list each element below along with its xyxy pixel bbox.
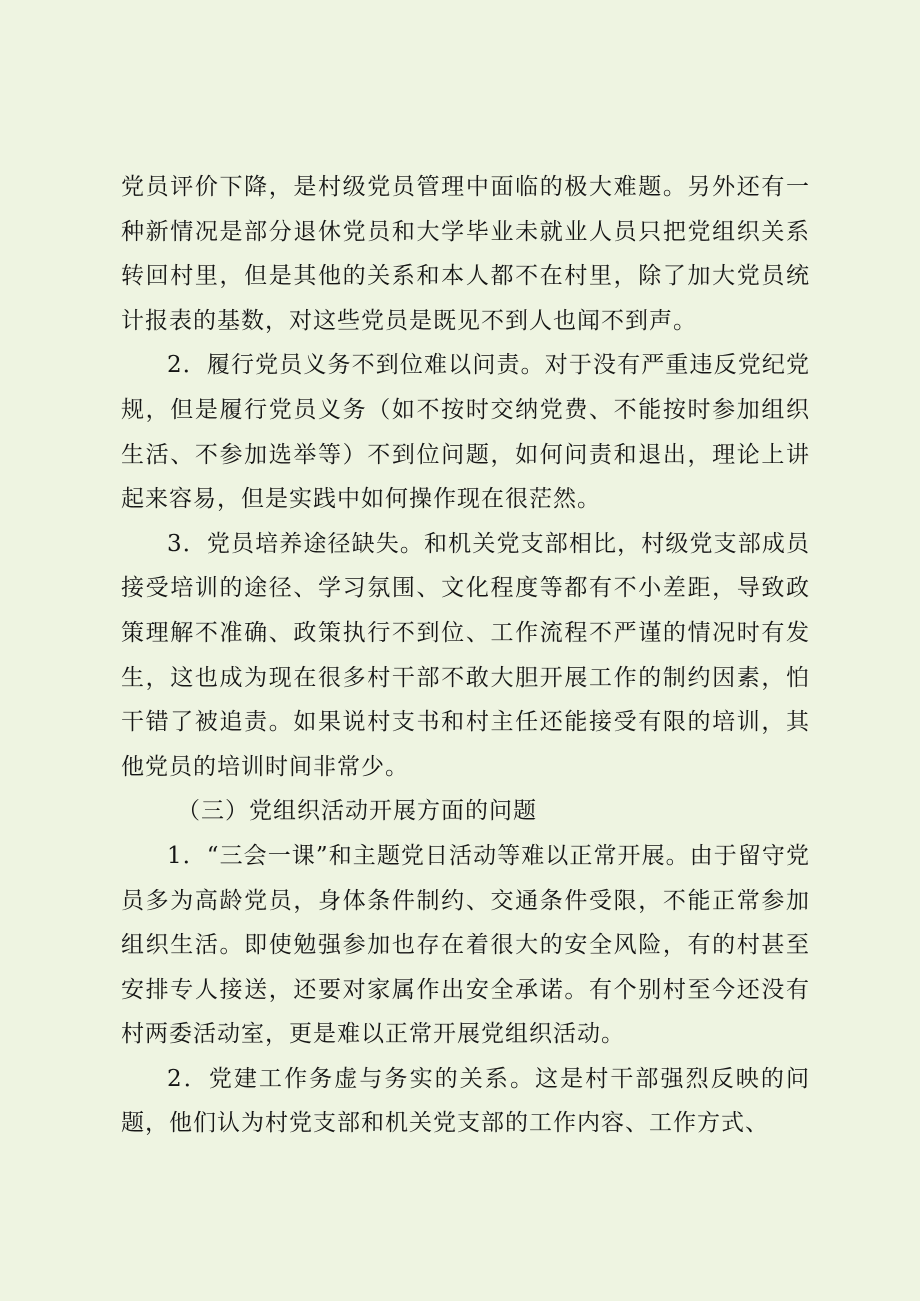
paragraph-continuation: 党员评价下降，是村级党员管理中面临的极大难题。另外还有一种新情况是部分退休党员和大学毕业未就业人员只把党组织关系转回村里，但是其他的关系和本人都不在村里，除了加大党员统计报表的基数，对这些党员是既见不到人也闻不到声。 bbox=[121, 174, 810, 334]
paragraph-item-2-work-relation: 2．党建工作务虚与务实的关系。这是村干部强烈反映的问题，他们认为村党支部和机关党支部的工作内容、工作方式、 bbox=[121, 1065, 810, 1137]
section-heading-3: （三）党组织活动开展方面的问题 bbox=[177, 798, 537, 825]
paragraph-item-1-activities: 1．“三会一课”和主题党日活动等难以正常开展。由于留守党员多为高龄党员，身体条件制约、交通条件受限，不能正常参加组织生活。即使勉强参加也存在着很大的安全风险，有的村甚至安排专人接送，还要对家属作出安全承诺。有个别村至今还没有村两委活动室，更是难以正常开展党组织活动。 bbox=[121, 842, 810, 1048]
paragraph-item-3-training: 3．党员培养途径缺失。和机关党支部相比，村级党支部成员接受培训的途径、学习氛围、文化程度等都有不小差距，导致政策理解不准确、政策执行不到位、工作流程不严谨的情况时有发生，这也成为现在很多村干部不敢大胆开展工作的制约因素，怕干错了被追责。如果说村支书和村主任还能接受有限的培训，其他党员的培训时间非常少。 bbox=[121, 530, 810, 780]
paragraph-item-2-accountability: 2．履行党员义务不到位难以问责。对于没有严重违反党纪党规，但是履行党员义务（如不按时交纳党费、不能按时参加组织生活、不参加选举等）不到位问题，如何问责和退出，理论上讲起来容易，但是实践中如何操作现在很茫然。 bbox=[121, 352, 810, 513]
